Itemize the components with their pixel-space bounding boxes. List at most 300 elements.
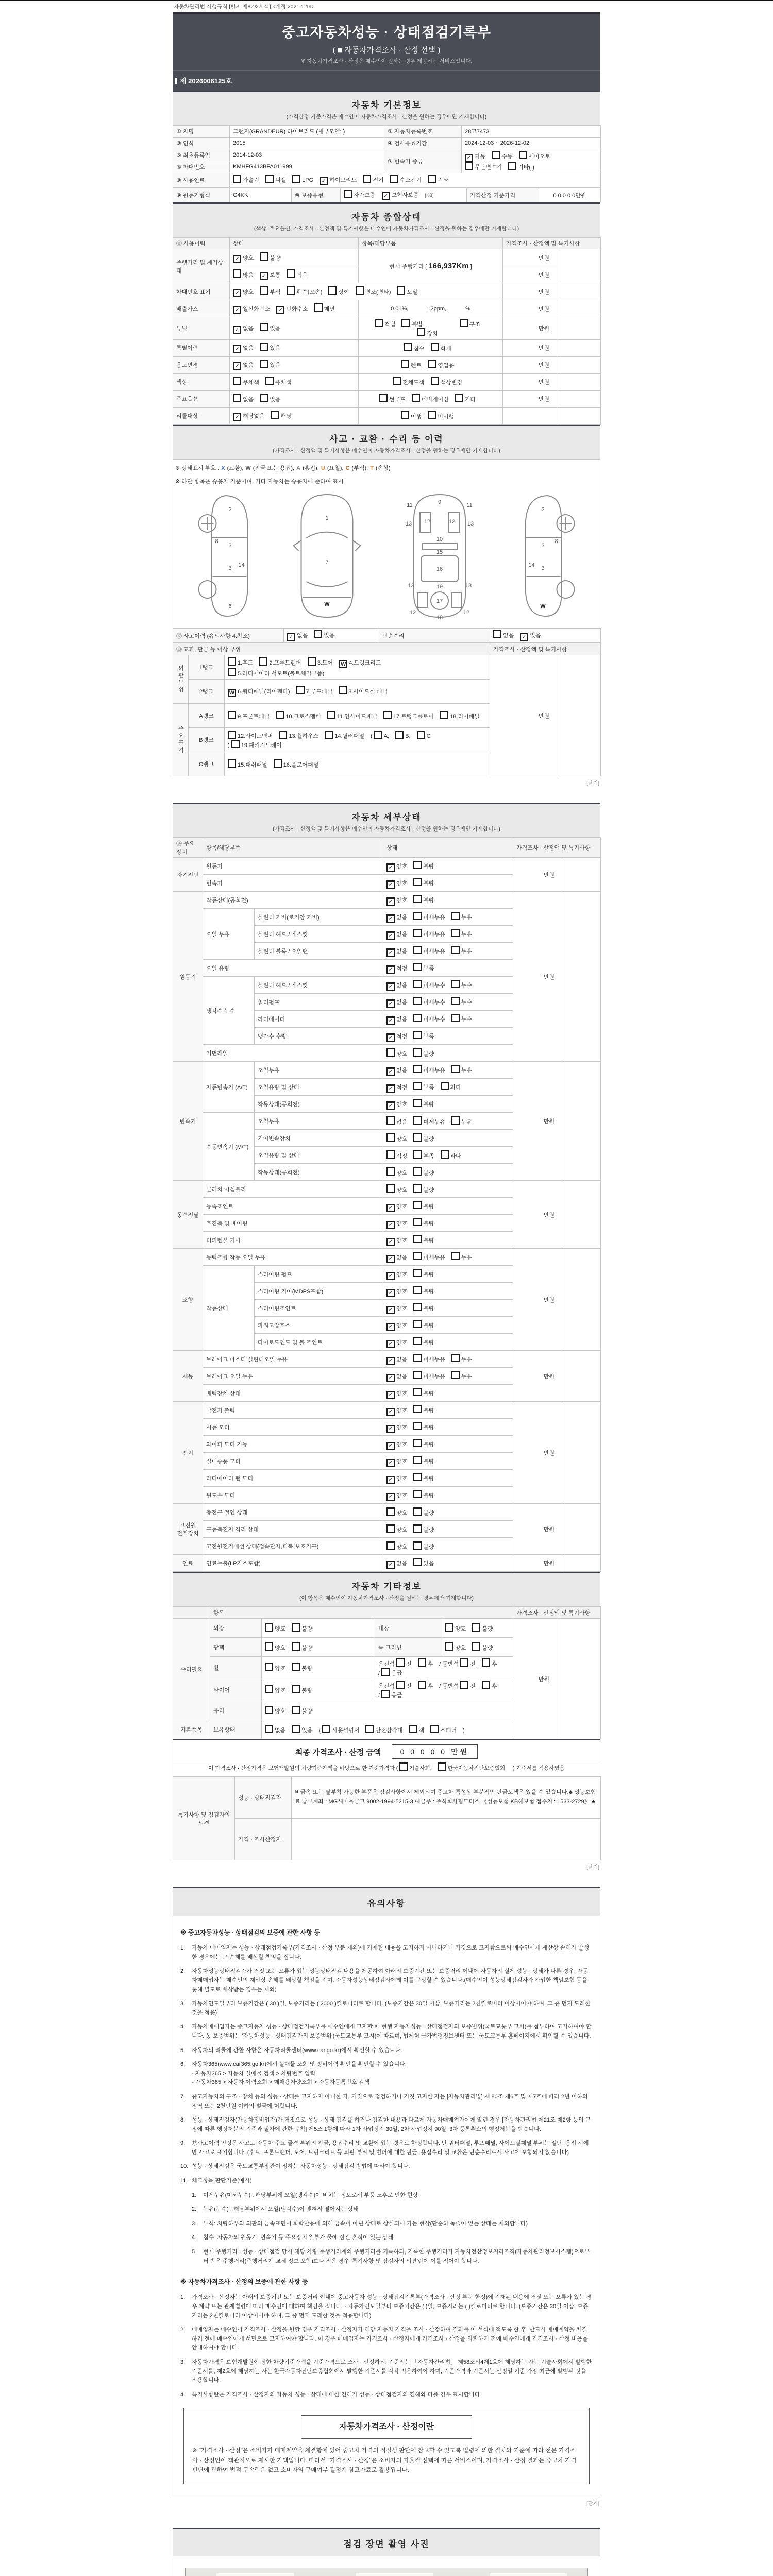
- checkbox-checked[interactable]: ✓: [386, 1374, 395, 1382]
- checkbox[interactable]: [430, 1725, 439, 1733]
- checkbox[interactable]: [413, 1082, 422, 1090]
- checkbox[interactable]: [417, 731, 425, 739]
- checkbox[interactable]: [492, 151, 500, 159]
- checkbox-checked[interactable]: ✓: [386, 999, 395, 1008]
- notice-item-number: 4.: [180, 2391, 186, 2398]
- checkbox[interactable]: [287, 269, 295, 278]
- title-band: [173, 12, 600, 91]
- checkbox[interactable]: [292, 1663, 300, 1671]
- checkbox-checked[interactable]: ✓: [386, 931, 395, 940]
- checkbox[interactable]: [413, 997, 422, 1005]
- option-label: 상이: [338, 289, 349, 295]
- checkbox-checked[interactable]: ✓: [233, 255, 241, 263]
- checkbox[interactable]: [386, 1150, 395, 1159]
- checkbox[interactable]: [482, 1658, 490, 1667]
- option-label: 양호: [396, 1305, 408, 1312]
- checkbox[interactable]: [259, 657, 267, 666]
- checkbox[interactable]: [413, 1235, 422, 1243]
- damage-code-w: W: [245, 465, 251, 471]
- option: [438, 1762, 506, 1772]
- option-label: 불량: [423, 1187, 434, 1193]
- checkbox[interactable]: [260, 343, 268, 351]
- checkbox[interactable]: [451, 912, 460, 920]
- checkbox-checked[interactable]: ✓: [386, 863, 395, 872]
- close-link[interactable]: [닫기]: [586, 781, 599, 786]
- checkbox-marked-w[interactable]: W: [339, 660, 347, 668]
- checkbox[interactable]: [417, 328, 425, 336]
- checkbox[interactable]: [233, 394, 241, 402]
- option: [451, 1116, 472, 1126]
- checkbox[interactable]: [292, 1706, 300, 1714]
- option-label: 4.트렁크리드: [349, 659, 381, 666]
- checkbox[interactable]: [413, 1422, 422, 1430]
- checkbox[interactable]: [386, 1541, 395, 1550]
- checkbox[interactable]: [413, 1354, 422, 1362]
- checkbox[interactable]: [455, 394, 463, 402]
- option: [413, 1099, 434, 1108]
- checkbox[interactable]: [274, 759, 282, 768]
- checkbox[interactable]: [292, 1642, 300, 1651]
- checkbox[interactable]: [396, 1681, 405, 1689]
- checkbox-checked[interactable]: ✓: [386, 1067, 395, 1076]
- checkbox[interactable]: [401, 360, 409, 368]
- checkbox[interactable]: [445, 1642, 453, 1651]
- notice-item-number: 1.: [180, 2294, 186, 2301]
- state-options: [230, 249, 359, 266]
- checkbox[interactable]: [386, 1184, 395, 1193]
- option-label: 19.패키지트레이: [241, 742, 282, 749]
- checkbox[interactable]: [413, 1116, 422, 1125]
- checkbox[interactable]: [413, 1167, 422, 1176]
- checkbox[interactable]: [413, 1201, 422, 1209]
- option-label: 없음: [396, 931, 408, 938]
- option-label: 불량: [423, 1322, 434, 1329]
- checkbox[interactable]: [308, 657, 316, 666]
- checkbox[interactable]: [399, 1762, 408, 1771]
- checkbox[interactable]: [451, 1014, 460, 1022]
- checkbox[interactable]: [413, 1456, 422, 1464]
- checkbox-checked[interactable]: ✓: [386, 1425, 395, 1433]
- option: [395, 731, 410, 739]
- checkbox[interactable]: [413, 1371, 422, 1379]
- option: [413, 1371, 445, 1380]
- checkbox-checked[interactable]: ✓: [382, 192, 390, 200]
- checkbox[interactable]: [228, 711, 236, 719]
- checkbox-checked[interactable]: ✓: [386, 1101, 395, 1110]
- option: [428, 175, 448, 184]
- checkbox[interactable]: [445, 1623, 453, 1632]
- panel-number: 3: [228, 543, 232, 549]
- close-link[interactable]: [닫기]: [586, 1865, 599, 1870]
- checkbox[interactable]: [327, 711, 335, 719]
- option-label: 많음: [243, 272, 254, 278]
- checkbox[interactable]: [279, 731, 287, 739]
- checkbox[interactable]: [325, 731, 333, 739]
- checkbox[interactable]: [413, 1320, 422, 1328]
- option: [382, 191, 419, 200]
- notice-item-number: 2.: [180, 2327, 186, 2333]
- inline-text: /: [378, 1692, 382, 1699]
- checkbox-checked[interactable]: ✓: [386, 1204, 395, 1212]
- checkbox-checked[interactable]: ✓: [260, 272, 268, 280]
- checkbox-checked[interactable]: ✓: [386, 1255, 395, 1263]
- checkbox[interactable]: [363, 175, 371, 183]
- checkbox[interactable]: [413, 1014, 422, 1022]
- checkbox[interactable]: [356, 286, 364, 295]
- checkbox-checked[interactable]: ✓: [386, 982, 395, 991]
- checkbox[interactable]: [233, 269, 241, 278]
- checkbox-checked[interactable]: ✓: [386, 1459, 395, 1467]
- checkbox[interactable]: [460, 319, 468, 327]
- checkbox[interactable]: [413, 980, 422, 988]
- checkbox-checked[interactable]: ✓: [386, 1442, 395, 1450]
- checkbox-checked[interactable]: ✓: [465, 154, 473, 162]
- checkbox[interactable]: [314, 630, 322, 638]
- checkbox[interactable]: [465, 162, 473, 170]
- option-label: 누수: [461, 999, 473, 1006]
- reg-no-value: 28고7473: [462, 126, 601, 138]
- column-header: 항목/해당부품: [203, 838, 383, 858]
- option-label: 누수: [461, 1016, 473, 1023]
- panel-number: 1: [325, 515, 329, 521]
- checkbox[interactable]: [228, 657, 236, 666]
- option: [396, 1681, 412, 1690]
- checkbox[interactable]: [413, 1473, 422, 1481]
- option: [386, 1184, 407, 1194]
- checkbox[interactable]: [379, 394, 388, 402]
- option: [413, 1286, 434, 1295]
- checkbox-checked[interactable]: ✓: [386, 1306, 395, 1314]
- checkbox[interactable]: [440, 711, 448, 719]
- checkbox[interactable]: [431, 343, 439, 351]
- checkbox-checked[interactable]: ✓: [386, 1561, 395, 1569]
- notice-item-number: 9.: [180, 2140, 186, 2147]
- table-row: [173, 317, 601, 340]
- option-label: 안전삼각대: [375, 1727, 403, 1734]
- checkbox[interactable]: [381, 1668, 390, 1676]
- checkbox[interactable]: [413, 861, 422, 869]
- checkbox[interactable]: [365, 1725, 374, 1733]
- checkbox[interactable]: [493, 630, 501, 638]
- checkbox[interactable]: [413, 946, 422, 954]
- checkbox[interactable]: [260, 252, 268, 261]
- option: [386, 1048, 407, 1058]
- checkbox[interactable]: [292, 1685, 300, 1693]
- checkbox[interactable]: [451, 997, 460, 1005]
- checkbox-checked[interactable]: ✓: [386, 1016, 395, 1025]
- notice-item-number: 5.: [180, 2047, 186, 2054]
- checkbox[interactable]: [265, 377, 274, 385]
- damage-code-label: (교환),: [225, 465, 245, 471]
- checkbox-checked[interactable]: ✓: [386, 1323, 395, 1331]
- checkbox[interactable]: [375, 319, 383, 327]
- checkbox-checked[interactable]: ✓: [386, 880, 395, 889]
- checkbox[interactable]: [265, 1642, 273, 1651]
- checkbox-checked[interactable]: ✓: [386, 897, 395, 906]
- checkbox[interactable]: [413, 963, 422, 971]
- checkbox[interactable]: [413, 1337, 422, 1345]
- checkbox-checked[interactable]: ✓: [386, 1238, 395, 1246]
- checkbox[interactable]: [287, 286, 295, 295]
- checkbox[interactable]: [451, 1252, 460, 1260]
- checkbox[interactable]: [231, 740, 240, 748]
- checkbox[interactable]: [386, 1524, 395, 1533]
- section-basic-title: 자동차 기본정보: [351, 100, 422, 110]
- option-label: 없음: [396, 914, 408, 921]
- option: [386, 1524, 407, 1534]
- checkbox[interactable]: [413, 929, 422, 937]
- checkbox[interactable]: [413, 1048, 422, 1057]
- option-label: 렌트: [410, 363, 422, 369]
- checkbox[interactable]: [314, 303, 323, 312]
- option: [308, 657, 333, 667]
- checkbox[interactable]: [393, 377, 401, 385]
- checkbox[interactable]: [413, 1218, 422, 1226]
- option: [296, 686, 333, 696]
- checkbox[interactable]: [413, 1184, 422, 1193]
- option: [428, 360, 454, 369]
- checkbox[interactable]: [265, 1623, 273, 1632]
- checkbox[interactable]: [339, 686, 347, 694]
- checkbox[interactable]: [386, 1048, 395, 1057]
- checkbox[interactable]: [292, 175, 300, 183]
- close-link[interactable]: [닫기]: [586, 2501, 599, 2507]
- checkbox[interactable]: [428, 411, 436, 419]
- checkbox[interactable]: [265, 175, 274, 183]
- checkbox[interactable]: [344, 190, 352, 198]
- notice-item-number: 2.: [192, 2206, 197, 2213]
- checkbox-checked[interactable]: ✓: [233, 306, 241, 314]
- inline-text: %: [465, 306, 470, 312]
- checkbox[interactable]: [292, 1623, 300, 1632]
- checkbox[interactable]: [451, 946, 460, 954]
- checkbox[interactable]: [386, 1507, 395, 1516]
- checkbox[interactable]: [413, 1439, 422, 1447]
- checkbox-checked[interactable]: ✓: [386, 1357, 395, 1365]
- option: [386, 1491, 407, 1501]
- checkbox[interactable]: [260, 360, 268, 368]
- checkbox[interactable]: [401, 319, 410, 327]
- checkbox[interactable]: [413, 1133, 422, 1142]
- checkbox[interactable]: [413, 1558, 422, 1566]
- notice-item-number: 4.: [192, 2234, 197, 2241]
- checkbox[interactable]: [428, 175, 436, 183]
- checkbox[interactable]: [228, 668, 236, 676]
- panel-number: 3: [541, 565, 545, 571]
- option-label: 없음: [243, 345, 254, 351]
- checkbox[interactable]: [386, 1116, 395, 1125]
- checkbox[interactable]: [265, 1663, 273, 1671]
- checkbox[interactable]: [413, 1405, 422, 1413]
- panel-number: 14: [528, 562, 535, 568]
- checkbox[interactable]: [276, 711, 284, 719]
- checkbox[interactable]: [413, 1031, 422, 1039]
- checkbox[interactable]: [418, 1681, 426, 1689]
- checkbox[interactable]: [451, 929, 460, 937]
- checkbox[interactable]: [386, 1133, 395, 1142]
- item-label: 실린더 헤드 / 개스킷: [255, 977, 383, 994]
- checkbox[interactable]: [441, 1150, 449, 1159]
- checkbox[interactable]: [292, 1725, 300, 1733]
- checkbox[interactable]: [413, 1286, 422, 1294]
- item-label: 타이어: [210, 1679, 262, 1701]
- checkbox[interactable]: [390, 175, 398, 183]
- state-options: [230, 266, 359, 283]
- state-options: [383, 1487, 513, 1504]
- checkbox[interactable]: [451, 1371, 460, 1379]
- checkbox-checked[interactable]: ✓: [386, 948, 395, 957]
- option-label: 해당: [280, 413, 292, 419]
- checkbox-checked[interactable]: ✓: [233, 413, 241, 421]
- option: [233, 175, 259, 184]
- checkbox-checked[interactable]: ✓: [386, 1084, 395, 1093]
- checkbox-checked[interactable]: ✓: [233, 345, 241, 353]
- checkbox[interactable]: [401, 411, 409, 419]
- checkbox[interactable]: [395, 731, 404, 739]
- checkbox[interactable]: [233, 175, 241, 183]
- checkbox[interactable]: [260, 323, 268, 331]
- checkbox-checked[interactable]: ✓: [386, 1033, 395, 1042]
- damage-code-label: (판금 또는 용접),: [251, 465, 296, 471]
- checkbox[interactable]: [413, 1490, 422, 1498]
- checkbox[interactable]: [322, 1725, 330, 1733]
- checkbox-checked[interactable]: ✓: [386, 1340, 395, 1348]
- checkbox[interactable]: [383, 711, 392, 719]
- checkbox-checked[interactable]: ✓: [386, 1476, 395, 1484]
- checkbox-marked-w[interactable]: W: [228, 689, 236, 697]
- checkbox[interactable]: [271, 411, 279, 419]
- state-options: [262, 1679, 375, 1701]
- checkbox[interactable]: [260, 286, 268, 295]
- checkbox[interactable]: [413, 1099, 422, 1107]
- checkbox-checked[interactable]: ✓: [386, 1221, 395, 1229]
- checkbox[interactable]: [296, 686, 305, 694]
- checkbox[interactable]: [413, 1507, 422, 1516]
- option: [413, 1082, 434, 1091]
- checkbox[interactable]: [233, 377, 241, 385]
- option: [460, 1658, 476, 1668]
- checkbox[interactable]: [413, 1303, 422, 1311]
- checkbox[interactable]: [451, 1065, 460, 1073]
- checkbox[interactable]: [404, 343, 412, 351]
- checkbox-checked[interactable]: ✓: [320, 177, 328, 185]
- item-label: 휠: [210, 1657, 262, 1679]
- checkbox[interactable]: [413, 1524, 422, 1533]
- checkbox[interactable]: [228, 759, 236, 768]
- option: [413, 1473, 434, 1482]
- inspection-period-value: 2024-12-03 ~ 2026-12-02: [462, 138, 601, 149]
- option-label: 불량: [301, 1708, 313, 1715]
- checkbox-checked[interactable]: ✓: [520, 633, 528, 641]
- option: [451, 997, 472, 1006]
- checkbox[interactable]: [460, 1658, 468, 1667]
- checkbox-checked[interactable]: ✓: [276, 306, 284, 314]
- option-label: 미세누유: [423, 1067, 445, 1074]
- checkbox[interactable]: [397, 286, 405, 295]
- checkbox[interactable]: [460, 1681, 468, 1689]
- checkbox[interactable]: [438, 1762, 446, 1771]
- checkbox-checked[interactable]: ✓: [386, 965, 395, 974]
- option: [386, 981, 407, 991]
- checkbox-checked[interactable]: ✓: [386, 1289, 395, 1297]
- row-label: 주행거리 및 계기상태: [173, 249, 230, 283]
- option-label: 없음: [396, 1254, 408, 1261]
- option: [413, 980, 445, 989]
- checkbox[interactable]: [451, 980, 460, 988]
- checkbox[interactable]: [228, 731, 236, 739]
- checkbox[interactable]: [265, 1725, 273, 1733]
- checkbox-checked[interactable]: ✓: [287, 633, 295, 641]
- checkbox-checked[interactable]: ✓: [233, 289, 241, 297]
- checkbox[interactable]: [409, 1725, 417, 1733]
- checkbox[interactable]: [374, 731, 382, 739]
- checkbox[interactable]: [265, 1706, 273, 1714]
- checkbox[interactable]: [386, 1167, 395, 1176]
- checkbox-checked[interactable]: ✓: [386, 1493, 395, 1501]
- state-options: [230, 408, 359, 425]
- option-label: 무채색: [243, 380, 259, 386]
- checkbox[interactable]: [451, 1116, 460, 1125]
- checkbox[interactable]: [413, 878, 422, 886]
- checkbox[interactable]: [260, 394, 268, 402]
- checkbox[interactable]: [396, 1658, 405, 1667]
- checkbox-checked[interactable]: ✓: [386, 1391, 395, 1399]
- checkbox-checked[interactable]: ✓: [386, 914, 395, 923]
- price-cell: 만원: [503, 374, 557, 391]
- state-options: [383, 1232, 513, 1249]
- simple-repair-options: [490, 629, 601, 643]
- checkbox[interactable]: [413, 1541, 422, 1550]
- panel-number: 19: [436, 584, 443, 590]
- option: [413, 1184, 434, 1194]
- checkbox[interactable]: [381, 1690, 390, 1698]
- checkbox-checked[interactable]: ✓: [233, 326, 241, 334]
- remark-cell: [557, 317, 601, 340]
- checkbox[interactable]: [265, 1685, 273, 1693]
- checkbox[interactable]: [412, 394, 420, 402]
- panel-number: 9: [438, 499, 441, 505]
- checkbox[interactable]: [418, 1658, 426, 1667]
- checkbox[interactable]: [428, 360, 436, 368]
- option-label: 양호: [396, 1510, 408, 1516]
- checkbox[interactable]: [441, 1082, 449, 1090]
- checkbox[interactable]: [519, 151, 527, 159]
- option-label: 적음: [296, 272, 308, 278]
- checkbox[interactable]: [431, 377, 439, 385]
- option: [413, 861, 434, 870]
- option-label: 불량: [423, 1288, 434, 1295]
- checkbox[interactable]: [472, 1642, 480, 1651]
- state-options: [230, 391, 359, 408]
- checkbox[interactable]: [413, 1065, 422, 1073]
- checkbox[interactable]: [413, 1150, 422, 1159]
- state-options: [383, 909, 513, 926]
- checkbox[interactable]: [413, 1252, 422, 1260]
- checkbox[interactable]: [451, 1354, 460, 1362]
- checkbox-checked[interactable]: ✓: [233, 362, 241, 370]
- checkbox[interactable]: [413, 912, 422, 920]
- checkbox[interactable]: [328, 286, 337, 295]
- checkbox[interactable]: [413, 1269, 422, 1277]
- checkbox[interactable]: [482, 1681, 490, 1689]
- state-options: [383, 943, 513, 960]
- checkbox-checked[interactable]: ✓: [386, 1272, 395, 1280]
- checkbox[interactable]: [413, 895, 422, 903]
- checkbox[interactable]: [413, 1388, 422, 1396]
- checkbox[interactable]: [508, 162, 516, 170]
- checkbox-checked[interactable]: ✓: [386, 1408, 395, 1416]
- checkbox[interactable]: [472, 1623, 480, 1632]
